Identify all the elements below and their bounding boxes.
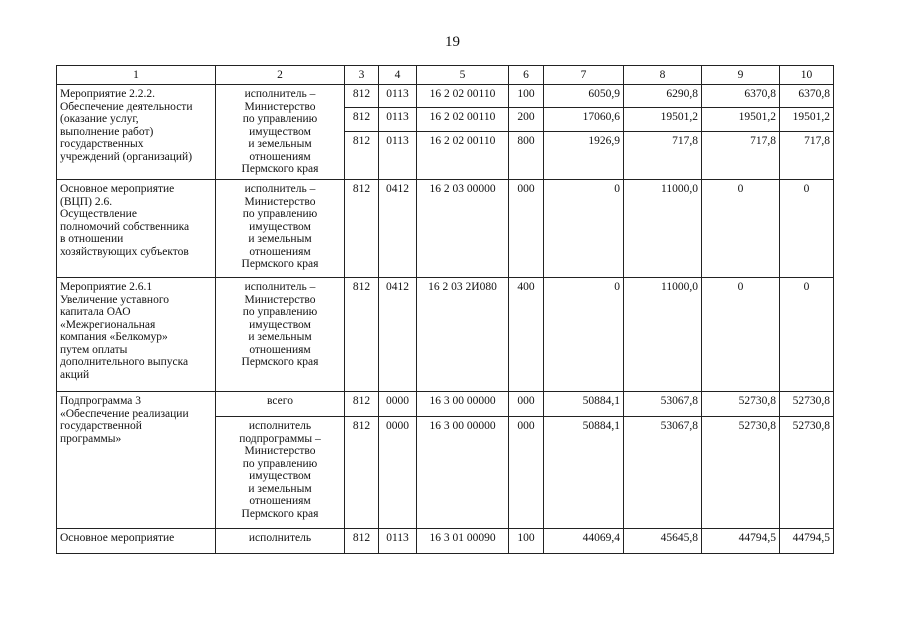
activity-name: Мероприятие 2.2.2. Обеспечение деятельности (оказание услуг, выполнение работ) государственных учреждений (организаций) xyxy=(57,85,216,180)
table-cell: 0 xyxy=(702,180,780,278)
table-cell: 812 xyxy=(345,108,379,132)
activity-name: Подпрограмма 3 «Обеспечение реализации государственной программы» xyxy=(57,392,216,529)
table-cell: 000 xyxy=(509,180,544,278)
column-header: 10 xyxy=(780,66,834,85)
table-cell: 44794,5 xyxy=(780,529,834,554)
activity-name: Основное мероприятие (ВЦП) 2.6. Осуществление полномочий собственника в отношении хозяйствующих субъектов xyxy=(57,180,216,278)
table-cell: 52730,8 xyxy=(702,417,780,529)
budget-table xyxy=(56,65,834,554)
table-cell: 717,8 xyxy=(702,132,780,180)
table-cell: 0 xyxy=(780,278,834,392)
table-cell: 16 2 02 00110 xyxy=(417,85,509,108)
column-header: 2 xyxy=(216,66,345,85)
column-header: 9 xyxy=(702,66,780,85)
table-cell: 717,8 xyxy=(624,132,702,180)
header-row xyxy=(57,66,834,85)
table-cell: 16 2 02 00110 xyxy=(417,132,509,180)
table-cell: 16 3 00 00000 xyxy=(417,417,509,529)
column-header: 5 xyxy=(417,66,509,85)
table-row xyxy=(57,180,834,278)
column-header: 7 xyxy=(544,66,624,85)
table-cell: 16 2 03 2И080 xyxy=(417,278,509,392)
column-header: 1 xyxy=(57,66,216,85)
table-cell: 400 xyxy=(509,278,544,392)
executor-cell: исполнитель – Министерство по управлению имуществом и земельным отношениям Пермского края xyxy=(216,180,345,278)
table-cell: 6050,9 xyxy=(544,85,624,108)
column-header: 3 xyxy=(345,66,379,85)
table-cell: 812 xyxy=(345,85,379,108)
column-header: 8 xyxy=(624,66,702,85)
table-cell: 53067,8 xyxy=(624,392,702,417)
table-cell: 16 3 00 00000 xyxy=(417,392,509,417)
table-cell: 44794,5 xyxy=(702,529,780,554)
table-cell: 16 2 03 00000 xyxy=(417,180,509,278)
table-cell: 717,8 xyxy=(780,132,834,180)
table-cell: 100 xyxy=(509,85,544,108)
table-cell: 000 xyxy=(509,417,544,529)
table-cell: 44069,4 xyxy=(544,529,624,554)
table-cell: 812 xyxy=(345,180,379,278)
table-cell: 812 xyxy=(345,392,379,417)
executor-cell: исполнитель xyxy=(216,529,345,554)
table-cell: 800 xyxy=(509,132,544,180)
table-cell: 200 xyxy=(509,108,544,132)
column-header: 4 xyxy=(379,66,417,85)
table-cell: 1926,9 xyxy=(544,132,624,180)
table-cell: 6370,8 xyxy=(780,85,834,108)
table-cell: 0113 xyxy=(379,108,417,132)
table-cell: 0113 xyxy=(379,132,417,180)
table-cell: 812 xyxy=(345,278,379,392)
table-cell: 52730,8 xyxy=(780,417,834,529)
table-cell: 100 xyxy=(509,529,544,554)
table-cell: 53067,8 xyxy=(624,417,702,529)
table-cell: 812 xyxy=(345,132,379,180)
table-cell: 0 xyxy=(780,180,834,278)
executor-cell: всего xyxy=(216,392,345,417)
table-cell: 45645,8 xyxy=(624,529,702,554)
table-cell: 19501,2 xyxy=(780,108,834,132)
table-cell: 11000,0 xyxy=(624,278,702,392)
page-number: 19 xyxy=(445,34,460,50)
table-cell: 6370,8 xyxy=(702,85,780,108)
table-cell: 0412 xyxy=(379,180,417,278)
table-cell: 6290,8 xyxy=(624,85,702,108)
table-cell: 19501,2 xyxy=(624,108,702,132)
executor-cell: исполнитель – Министерство по управлению имуществом и земельным отношениям Пермского края xyxy=(216,278,345,392)
table-cell: 52730,8 xyxy=(780,392,834,417)
table-cell: 52730,8 xyxy=(702,392,780,417)
table-cell: 50884,1 xyxy=(544,417,624,529)
activity-name: Мероприятие 2.6.1 Увеличение уставного капитала ОАО «Межрегиональная компания «Белкомур» путем оплаты дополнительного выпуска акций xyxy=(57,278,216,392)
table-cell: 0113 xyxy=(379,85,417,108)
table-cell: 50884,1 xyxy=(544,392,624,417)
table-cell: 16 2 02 00110 xyxy=(417,108,509,132)
executor-cell: исполнитель – Министерство по управлению имуществом и земельным отношениям Пермского края xyxy=(216,85,345,180)
table-cell: 0 xyxy=(544,278,624,392)
column-header: 6 xyxy=(509,66,544,85)
table-row xyxy=(57,85,834,108)
table-cell: 0000 xyxy=(379,392,417,417)
activity-name: Основное мероприятие xyxy=(57,529,216,554)
table-row xyxy=(57,392,834,417)
table-cell: 19501,2 xyxy=(702,108,780,132)
executor-cell: исполнитель подпрограммы – Министерство по управлению имуществом и земельным отношениям Пермского края xyxy=(216,417,345,529)
table-cell: 17060,6 xyxy=(544,108,624,132)
table-cell: 0000 xyxy=(379,417,417,529)
table-cell: 0 xyxy=(544,180,624,278)
table-row xyxy=(57,278,834,392)
table-cell: 16 3 01 00090 xyxy=(417,529,509,554)
table-cell: 11000,0 xyxy=(624,180,702,278)
table-cell: 812 xyxy=(345,417,379,529)
table-cell: 000 xyxy=(509,392,544,417)
table-cell: 0113 xyxy=(379,529,417,554)
table-cell: 0 xyxy=(702,278,780,392)
table-cell: 0412 xyxy=(379,278,417,392)
table-cell: 812 xyxy=(345,529,379,554)
table-row xyxy=(57,529,834,554)
